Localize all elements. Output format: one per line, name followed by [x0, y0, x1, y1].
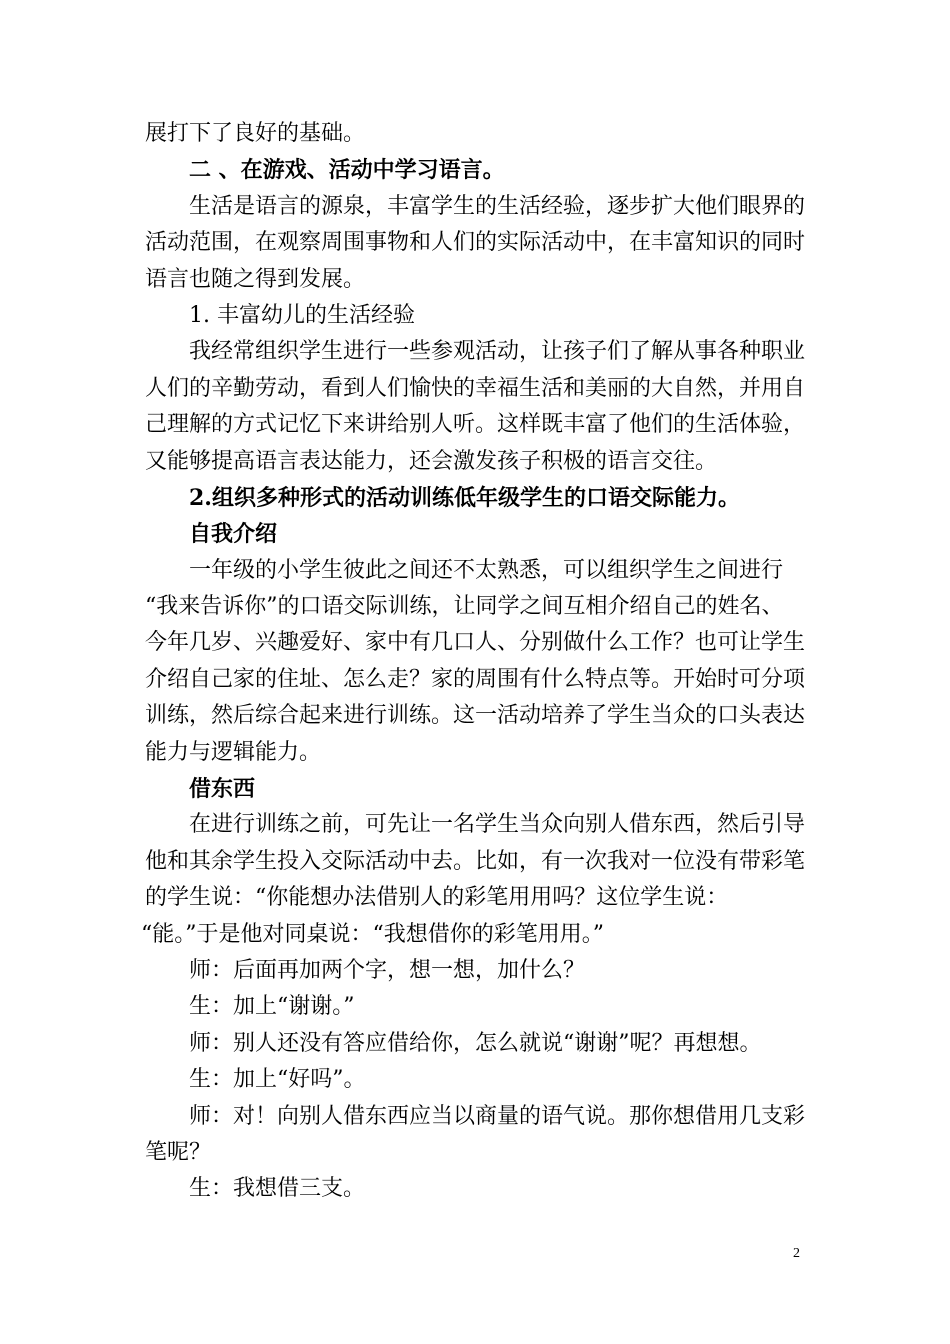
dialogue-line: 师：对！向别人借东西应当以商量的语气说。那你想借用几支彩	[189, 1103, 806, 1129]
text-line: “能。”于是他对同桌说：“我想借你的彩笔用用。”	[141, 921, 604, 947]
text-line: 今年几岁、兴趣爱好、家中有几口人、分别做什么工作？也可让学生	[145, 630, 806, 656]
subsection-heading: 1. 丰富幼儿的生活经验	[189, 302, 415, 328]
page-number: 2	[793, 1246, 800, 1261]
text-line: 展打下了良好的基础。	[145, 121, 366, 146]
dialogue-line: 师：后面再加两个字，想一想，加什么？	[189, 957, 586, 983]
text-line: 的学生说：“你能想办法借别人的彩笔用用吗？这位学生说：	[145, 885, 729, 911]
text-line: 我经常组织学生进行一些参观活动，让孩子们了解从事各种职业	[189, 339, 806, 365]
text-line: 训练，然后综合起来进行训练。这一活动培养了学生当众的口头表达	[145, 703, 806, 729]
text-line: 活动范围，在观察周围事物和人们的实际活动中，在丰富知识的同时	[145, 230, 806, 256]
document-body	[141, 116, 810, 1208]
subsection-heading: 2.组织多种形式的活动训练低年级学生的口语交际能力。	[189, 484, 740, 511]
dialogue-line: 生：加上“谢谢。”	[189, 994, 355, 1020]
text-line: 又能够提高语言表达能力，还会激发孩子积极的语言交往。	[145, 448, 718, 474]
text-line: 他和其余学生投入交际活动中去。比如，有一次我对一位没有带彩笔	[145, 848, 806, 874]
text-line: 在进行训练之前，可先让一名学生当众向别人借东西，然后引导	[189, 812, 806, 838]
dialogue-line: 生：加上“好吗”。	[189, 1067, 366, 1093]
text-line: 语言也随之得到发展。	[145, 266, 366, 292]
text-line: 人们的辛勤劳动，看到人们愉快的幸福生活和美丽的大自然，并用自	[145, 375, 806, 401]
text-line: 能力与逻辑能力。	[145, 739, 322, 765]
section-heading: 二 、在游戏、活动中学习语言。	[189, 157, 505, 184]
text-line: 介绍自己家的住址、怎么走？家的周围有什么特点等。开始时可分项	[145, 666, 806, 692]
dialogue-line: 笔呢？	[145, 1139, 212, 1165]
text-line: “我来告诉你”的口语交际训练，让同学之间互相介绍自己的姓名、	[145, 594, 784, 620]
text-line: 生活是语言的源泉，丰富学生的生活经验，逐步扩大他们眼界的	[189, 193, 806, 219]
dialogue-line: 生：我想借三支。	[189, 1176, 366, 1202]
activity-heading: 借东西	[189, 776, 256, 803]
text-line: 己理解的方式记忆下来讲给别人听。这样既丰富了他们的生活体验，	[145, 412, 806, 438]
activity-heading: 自我介绍	[189, 521, 278, 548]
dialogue-line: 师：别人还没有答应借给你，怎么就说“谢谢”呢？再想想。	[189, 1030, 762, 1056]
text-line: 一年级的小学生彼此之间还不太熟悉，可以组织学生之间进行	[189, 557, 784, 583]
